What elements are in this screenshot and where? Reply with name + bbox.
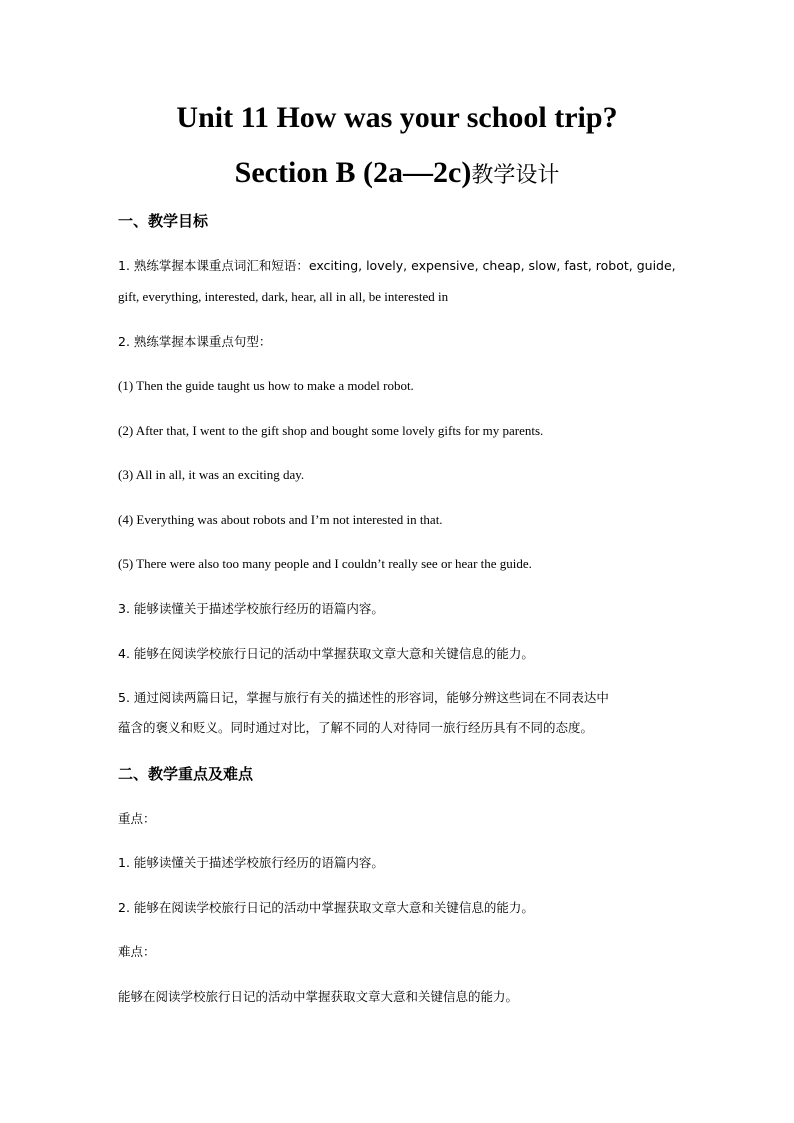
sentence-1: (1) Then the guide taught us how to make a model robot. bbox=[118, 378, 414, 393]
section-heading-objectives: 一、教学目标 bbox=[118, 212, 209, 230]
objective-4: 4. 能够在阅读学校旅行日记的活动中掌握获取文章大意和关键信息的能力。 bbox=[118, 646, 534, 661]
subtitle-english: Section B (2a—2c) bbox=[234, 156, 472, 189]
objective-2: 2. 熟练掌握本课重点句型： bbox=[118, 334, 272, 349]
sentence-3: (3) All in all, it was an exciting day. bbox=[118, 467, 305, 482]
sentence-4: (4) Everything was about robots and I’m not interested in that. bbox=[118, 512, 443, 527]
objective-1-line-2: gift, everything, interested, dark, hear, all in all, be interested in bbox=[118, 289, 449, 304]
objective-1-line-1: 1. 熟练掌握本课重点词汇和短语：exciting, lovely, expensive, cheap, slow, fast, robot, guide, bbox=[118, 258, 676, 273]
difficult-points-label: 难点： bbox=[118, 944, 156, 959]
objective-5-line-1: 5. 通过阅读两篇日记，掌握与旅行有关的描述性的形容词，能够分辨这些词在不同表达中 bbox=[118, 690, 609, 705]
key-points-label: 重点： bbox=[118, 811, 156, 826]
objective-3: 3. 能够读懂关于描述学校旅行经历的语篇内容。 bbox=[118, 601, 384, 616]
document-title: Unit 11 How was your school trip? bbox=[176, 101, 618, 134]
subtitle-chinese: 教学设计 bbox=[471, 163, 560, 188]
section-heading-key-points: 二、教学重点及难点 bbox=[118, 765, 254, 783]
sentence-2: (2) After that, I went to the gift shop and bought some lovely gifts for my parents. bbox=[118, 423, 544, 438]
key-point-1: 1. 能够读懂关于描述学校旅行经历的语篇内容。 bbox=[118, 855, 384, 870]
difficult-point-1: 能够在阅读学校旅行日记的活动中掌握获取文章大意和关键信息的能力。 bbox=[118, 989, 519, 1004]
objective-5-line-2: 蕴含的褒义和贬义。同时通过对比，了解不同的人对待同一旅行经历具有不同的态度。 bbox=[118, 720, 594, 735]
key-point-2: 2. 能够在阅读学校旅行日记的活动中掌握获取文章大意和关键信息的能力。 bbox=[118, 900, 534, 915]
document-subtitle bbox=[0, 153, 794, 196]
sentence-5: (5) There were also too many people and I couldn’t really see or hear the guide. bbox=[118, 556, 532, 571]
